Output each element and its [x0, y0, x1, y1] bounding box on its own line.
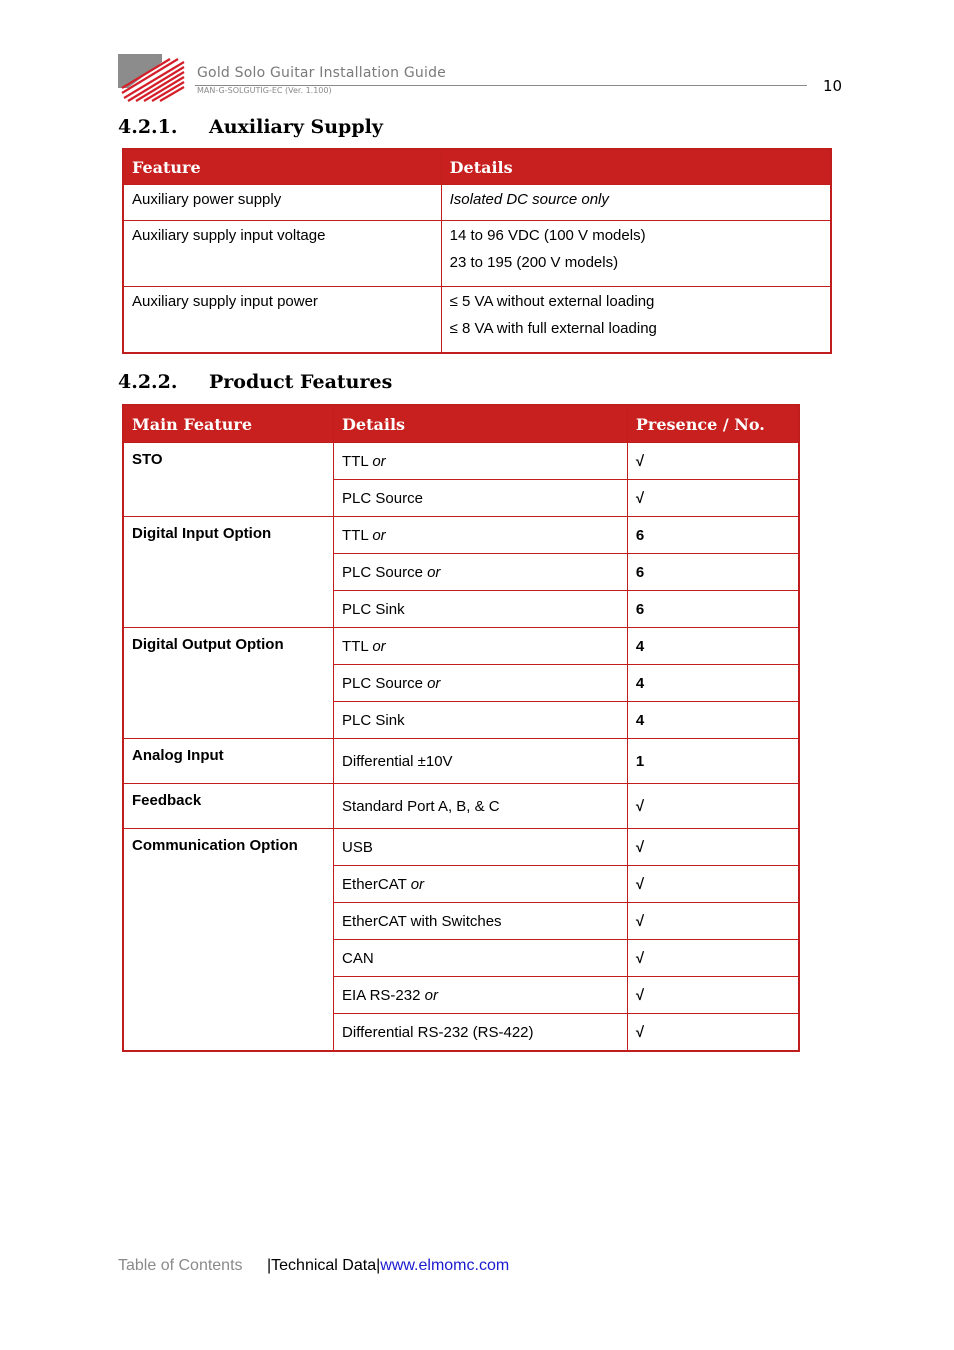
presence-cell: 4 [627, 665, 799, 702]
details-line: Isolated DC source only [449, 191, 609, 208]
presence-cell: 4 [627, 628, 799, 665]
presence-cell: 6 [627, 591, 799, 628]
presence-cell: 6 [627, 554, 799, 591]
detail-suffix: or [424, 986, 438, 1004]
column-header: Presence / No. [627, 405, 799, 443]
presence-cell: √ [627, 866, 799, 903]
column-header: Main Feature [123, 405, 334, 443]
section-number: 4.2.1. [118, 116, 178, 138]
main-feature-cell: STO [123, 443, 334, 517]
detail-text: EIA RS-232 [342, 986, 421, 1004]
table-row [123, 443, 799, 480]
detail-suffix: or [372, 452, 386, 470]
detail-suffix: or [427, 674, 441, 692]
details-cell [334, 628, 628, 665]
details-cell [334, 1014, 628, 1052]
detail-text: EtherCAT [342, 875, 407, 893]
section-number: 4.2.2. [118, 371, 178, 393]
details-cell [334, 591, 628, 628]
detail-text: Differential RS-232 (RS-422) [342, 1023, 534, 1041]
details-cell [334, 866, 628, 903]
presence-cell: √ [627, 443, 799, 480]
feature-cell: Auxiliary power supply [123, 185, 441, 221]
detail-text: EtherCAT with Switches [342, 912, 502, 930]
column-header: Feature [123, 149, 441, 185]
details-cell [441, 287, 831, 354]
feature-cell: Auxiliary supply input power [123, 287, 441, 354]
presence-cell: √ [627, 829, 799, 866]
feature-cell: Auxiliary supply input voltage [123, 221, 441, 287]
presence-cell: √ [627, 977, 799, 1014]
details-cell [334, 517, 628, 554]
presence-cell: √ [627, 784, 799, 829]
details-cell [441, 221, 831, 287]
table-row [123, 784, 799, 829]
detail-suffix: or [372, 637, 386, 655]
detail-text: USB [342, 838, 373, 856]
detail-text: Standard Port A, B, & C [342, 797, 500, 815]
details-cell [334, 702, 628, 739]
main-feature-cell: Digital Output Option [123, 628, 334, 739]
section-heading-product-features [118, 371, 518, 397]
details-cell [334, 554, 628, 591]
detail-text: PLC Sink [342, 600, 405, 618]
detail-text: PLC Sink [342, 711, 405, 729]
detail-suffix: or [427, 563, 441, 581]
page-number: 10 [823, 77, 843, 95]
details-cell [334, 829, 628, 866]
details-cell [441, 185, 831, 221]
table-row [123, 829, 799, 866]
section-title: Auxiliary Supply [209, 116, 383, 138]
presence-cell: √ [627, 903, 799, 940]
detail-text: Differential ±10V [342, 752, 453, 770]
presence-cell: 1 [627, 739, 799, 784]
column-header: Details [334, 405, 628, 443]
presence-cell: 6 [627, 517, 799, 554]
table-header-row [123, 405, 799, 443]
details-cell [334, 480, 628, 517]
column-header: Details [441, 149, 831, 185]
footer [118, 1257, 510, 1275]
table-header-row [123, 149, 831, 185]
details-cell [334, 903, 628, 940]
details-line: ≤ 8 VA with full external loading [449, 320, 657, 337]
detail-suffix: or [410, 875, 425, 893]
detail-text: CAN [342, 949, 374, 967]
table-row [123, 739, 799, 784]
website-link[interactable]: www.elmomc.com [380, 1257, 510, 1274]
table-row [123, 517, 799, 554]
details-line: ≤ 5 VA without external loading [449, 293, 655, 310]
presence-cell: √ [627, 940, 799, 977]
details-cell [334, 940, 628, 977]
presence-cell: √ [627, 1014, 799, 1052]
details-cell [334, 784, 628, 829]
footer-breadcrumb [267, 1257, 509, 1275]
product-features-body [123, 443, 799, 1052]
section-title: Product Features [209, 371, 393, 393]
breadcrumb-text: |Technical Data| [267, 1257, 381, 1274]
main-feature-cell: Analog Input [123, 739, 334, 784]
detail-text: TTL [342, 452, 369, 470]
detail-text: PLC Source [342, 563, 423, 581]
table-row [123, 221, 831, 287]
detail-text: TTL [342, 526, 369, 544]
product-features-table [122, 404, 800, 1052]
detail-suffix: or [372, 526, 386, 544]
auxiliary-supply-table [122, 148, 832, 354]
details-line: 14 to 96 VDC (100 V models) [449, 227, 646, 244]
document-code: MAN-G-SOLGUTIG-EC (Ver. 1.100) [197, 86, 332, 95]
details-cell [334, 665, 628, 702]
table-of-contents-link[interactable]: Table of Contents [118, 1257, 243, 1274]
detail-text: PLC Source [342, 674, 423, 692]
document-title: Gold Solo Guitar Installation Guide [197, 65, 446, 81]
presence-cell: √ [627, 480, 799, 517]
section-heading-auxiliary-supply [118, 116, 518, 142]
table-row [123, 185, 831, 221]
presence-cell: 4 [627, 702, 799, 739]
main-feature-cell: Digital Input Option [123, 517, 334, 628]
detail-text: TTL [342, 637, 369, 655]
details-cell [334, 739, 628, 784]
table-row [123, 287, 831, 354]
elmo-logo-icon [118, 54, 186, 102]
detail-text: PLC Source [342, 489, 423, 507]
main-feature-cell: Communication Option [123, 829, 334, 1052]
details-line: 23 to 195 (200 V models) [449, 254, 619, 271]
details-cell [334, 443, 628, 480]
details-cell [334, 977, 628, 1014]
table-row [123, 628, 799, 665]
main-feature-cell: Feedback [123, 784, 334, 829]
